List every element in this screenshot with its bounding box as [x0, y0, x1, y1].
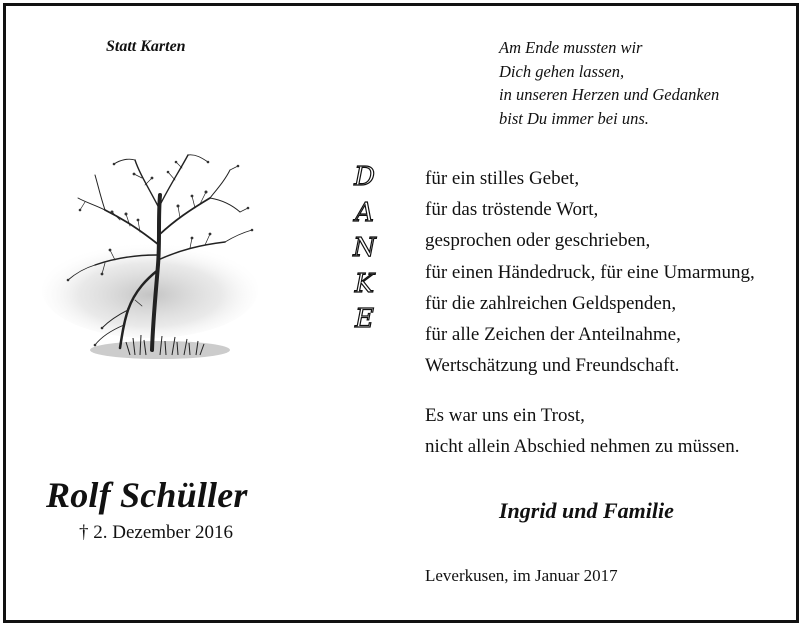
header-statt-karten: Statt Karten	[106, 38, 186, 55]
poem-line: bist Du immer bei uns.	[499, 108, 649, 128]
poem-line: in unseren Herzen und Gedanken	[499, 85, 720, 104]
danke-letter: E	[355, 304, 375, 334]
bare-tree-illustration-icon	[40, 150, 265, 370]
thanks-line: Wertschätzung und Freundschaft.	[425, 355, 680, 377]
death-date: † 2. Dezember 2016	[79, 522, 234, 543]
thanks-line: für alle Zeichen der Anteilnahme,	[425, 324, 681, 346]
trost-line: Es war uns ein Trost,	[425, 405, 585, 426]
thanks-line: für ein stilles Gebet,	[425, 168, 580, 189]
poem	[499, 36, 719, 130]
thanks-line: für einen Händedruck, für eine Umarmung,	[425, 261, 755, 283]
place-date: Leverkusen, im Januar 2017	[425, 566, 618, 585]
trost-text	[425, 400, 739, 462]
poem-line: Am Ende mussten wir	[499, 38, 643, 57]
danke-vertical	[336, 160, 394, 338]
thanks-text	[425, 163, 755, 381]
thanks-line: für das tröstende Wort,	[425, 199, 599, 221]
poem-line: Dich gehen lassen,	[499, 61, 625, 81]
trost-line: nicht allein Abschied nehmen zu müssen.	[425, 436, 740, 457]
deceased-name: Rolf Schüller	[46, 475, 248, 515]
danke-letter: K	[354, 268, 376, 299]
thanks-line: für die zahlreichen Geldspenden,	[425, 292, 677, 314]
danke-letter: D	[354, 162, 376, 192]
signature-family: Ingrid und Familie	[499, 498, 674, 523]
danke-letter: N	[353, 233, 377, 263]
thanks-line: gesprochen oder geschrieben,	[425, 230, 651, 252]
danke-letter: A	[355, 197, 375, 228]
